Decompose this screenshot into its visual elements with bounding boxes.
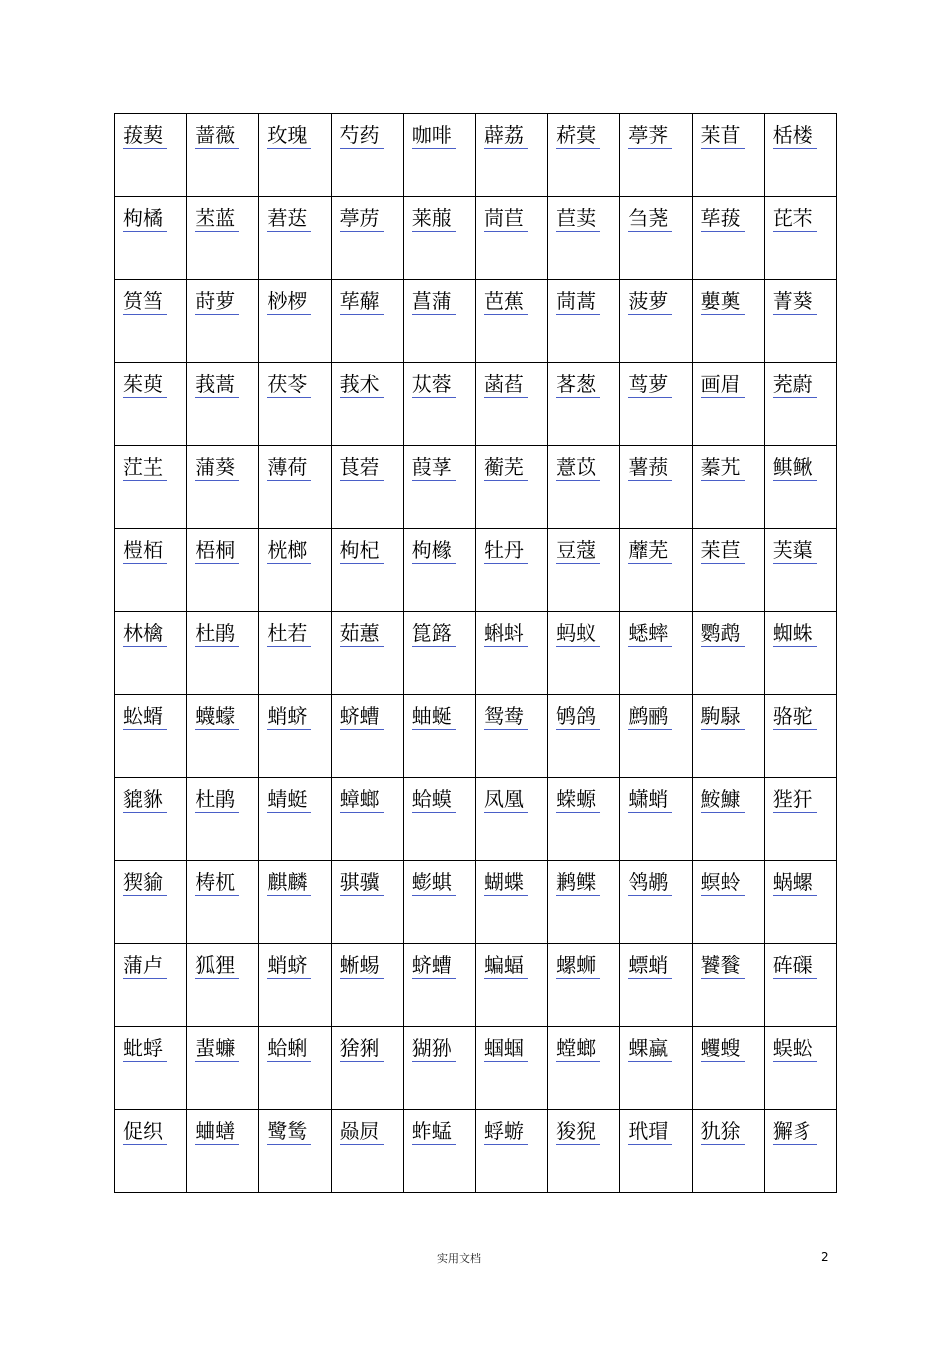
word-entry: 蛤蜊 bbox=[267, 1035, 311, 1062]
word-entry: 蟏蛸 bbox=[628, 786, 672, 813]
table-cell bbox=[764, 114, 836, 197]
word-entry: 蝈蝈 bbox=[484, 1035, 528, 1062]
table-cell bbox=[331, 695, 403, 778]
word-entry: 猢狲 bbox=[412, 1035, 456, 1062]
word-entry: 蝴蝶 bbox=[484, 869, 528, 896]
table-cell bbox=[187, 695, 259, 778]
word-entry: 饕餮 bbox=[701, 952, 745, 979]
word-entry: 茳芏 bbox=[123, 454, 167, 481]
table-cell bbox=[692, 1027, 764, 1110]
table-cell bbox=[115, 612, 187, 695]
table-cell bbox=[692, 944, 764, 1027]
table-cell bbox=[475, 695, 547, 778]
word-entry: 蟋蟀 bbox=[628, 620, 672, 647]
word-entry: 茑萝 bbox=[628, 371, 672, 398]
table-cell bbox=[331, 778, 403, 861]
word-entry: 蟛蜞 bbox=[412, 869, 456, 896]
word-entry: 薏苡 bbox=[556, 454, 600, 481]
table-cell bbox=[331, 1027, 403, 1110]
word-entry: 苤蓝 bbox=[195, 205, 239, 232]
table-cell bbox=[620, 861, 692, 944]
word-entry: 骐骥 bbox=[340, 869, 384, 896]
table-cell bbox=[764, 1027, 836, 1110]
table-row bbox=[115, 1110, 837, 1193]
table-row bbox=[115, 695, 837, 778]
word-entry: 蛴螬 bbox=[340, 703, 384, 730]
word-entry: 箟簬 bbox=[412, 620, 456, 647]
table-cell bbox=[548, 529, 620, 612]
table-cell bbox=[620, 944, 692, 1027]
word-entry: 蛤蟆 bbox=[412, 786, 456, 813]
table-cell bbox=[548, 944, 620, 1027]
word-entry: 蚱蜢 bbox=[412, 1118, 456, 1145]
word-entry: 桫椤 bbox=[267, 288, 311, 315]
table-cell bbox=[187, 197, 259, 280]
word-entry: 苿苣 bbox=[701, 537, 745, 564]
table-cell bbox=[259, 944, 331, 1027]
word-entry: 蘡薁 bbox=[701, 288, 745, 315]
table-cell bbox=[259, 861, 331, 944]
table-cell bbox=[620, 1110, 692, 1193]
word-entry: 菖蒲 bbox=[412, 288, 456, 315]
table-cell bbox=[620, 778, 692, 861]
table-cell bbox=[764, 446, 836, 529]
word-entry: 鸰鹕 bbox=[628, 869, 672, 896]
table-cell bbox=[331, 529, 403, 612]
word-entry: 梧桐 bbox=[195, 537, 239, 564]
word-entry: 蠼螋 bbox=[701, 1035, 745, 1062]
word-entry: 蛸蛴 bbox=[267, 952, 311, 979]
table-cell bbox=[548, 861, 620, 944]
table-row bbox=[115, 778, 837, 861]
table-cell bbox=[548, 363, 620, 446]
word-entry: 狴犴 bbox=[773, 786, 817, 813]
word-entry: 荜菝 bbox=[701, 205, 745, 232]
word-entry: 茛菪 bbox=[340, 454, 384, 481]
table-cell bbox=[259, 197, 331, 280]
table-row bbox=[115, 363, 837, 446]
word-entry: 蓁艽 bbox=[701, 454, 745, 481]
word-entry: 茼蒿 bbox=[556, 288, 600, 315]
word-entry: 促织 bbox=[123, 1118, 167, 1145]
table-cell bbox=[115, 1110, 187, 1193]
word-entry: 薄荷 bbox=[267, 454, 311, 481]
table-cell bbox=[115, 944, 187, 1027]
word-entry: 玳瑁 bbox=[628, 1118, 672, 1145]
table-cell bbox=[403, 197, 475, 280]
word-entry: 莪蒿 bbox=[195, 371, 239, 398]
table-cell bbox=[259, 114, 331, 197]
table-cell bbox=[548, 197, 620, 280]
table-cell bbox=[692, 778, 764, 861]
table-cell bbox=[259, 1027, 331, 1110]
table-cell bbox=[403, 446, 475, 529]
table-cell bbox=[475, 1027, 547, 1110]
table-cell bbox=[259, 446, 331, 529]
table-cell bbox=[764, 1110, 836, 1193]
word-entry: 蚰蜒 bbox=[412, 703, 456, 730]
word-entry: 鸲鸽 bbox=[556, 703, 600, 730]
table-cell bbox=[403, 363, 475, 446]
table-cell bbox=[403, 280, 475, 363]
table-cell bbox=[331, 363, 403, 446]
table-cell bbox=[187, 778, 259, 861]
word-entry: 鹣鲽 bbox=[556, 869, 600, 896]
table-cell bbox=[187, 612, 259, 695]
table-cell bbox=[403, 1027, 475, 1110]
table-cell bbox=[764, 529, 836, 612]
word-entry: 林檎 bbox=[123, 620, 167, 647]
word-entry: 螵蛸 bbox=[628, 952, 672, 979]
word-entry: 蚣蝑 bbox=[123, 703, 167, 730]
word-entry: 菡萏 bbox=[484, 371, 528, 398]
table-cell bbox=[764, 363, 836, 446]
table-row bbox=[115, 944, 837, 1027]
table-row bbox=[115, 446, 837, 529]
word-entry: 枸杞 bbox=[340, 537, 384, 564]
table-cell bbox=[620, 446, 692, 529]
table-cell bbox=[692, 446, 764, 529]
word-entry: 蜗螺 bbox=[773, 869, 817, 896]
word-entry: 杜鹃 bbox=[195, 620, 239, 647]
table-cell bbox=[764, 778, 836, 861]
word-entry: 薯蓣 bbox=[628, 454, 672, 481]
table-cell bbox=[403, 1110, 475, 1193]
word-entry: 画眉 bbox=[701, 371, 745, 398]
table-cell bbox=[548, 280, 620, 363]
word-entry: 菁葵 bbox=[773, 288, 817, 315]
word-entry: 枸橘 bbox=[123, 205, 167, 232]
table-cell bbox=[259, 529, 331, 612]
table-cell bbox=[548, 446, 620, 529]
table-cell bbox=[548, 1110, 620, 1193]
table-cell bbox=[620, 363, 692, 446]
table-row bbox=[115, 197, 837, 280]
word-entry: 蘅芜 bbox=[484, 454, 528, 481]
table-cell bbox=[331, 280, 403, 363]
word-entry: 貔貅 bbox=[123, 786, 167, 813]
word-entry: 葶荠 bbox=[628, 122, 672, 149]
table-cell bbox=[620, 695, 692, 778]
word-entry: 鹭鸶 bbox=[267, 1118, 311, 1145]
word-entry: 蘼芜 bbox=[628, 537, 672, 564]
word-entry: 蛐蟮 bbox=[195, 1118, 239, 1145]
table-cell bbox=[115, 1027, 187, 1110]
word-entry: 牡丹 bbox=[484, 537, 528, 564]
table-cell bbox=[403, 529, 475, 612]
word-entry: 螺蛳 bbox=[556, 952, 600, 979]
word-entry: 枸橼 bbox=[412, 537, 456, 564]
table-cell bbox=[475, 1110, 547, 1193]
word-table bbox=[114, 113, 837, 1193]
table-cell bbox=[548, 114, 620, 197]
table-cell bbox=[620, 114, 692, 197]
table-cell bbox=[764, 197, 836, 280]
word-entry: 茱萸 bbox=[123, 371, 167, 398]
table-cell bbox=[548, 612, 620, 695]
table-cell bbox=[115, 778, 187, 861]
word-entry: 鹦鹉 bbox=[701, 620, 745, 647]
table-cell bbox=[620, 1027, 692, 1110]
table-cell bbox=[764, 695, 836, 778]
table-cell bbox=[764, 861, 836, 944]
word-entry: 茹蕙 bbox=[340, 620, 384, 647]
table-cell bbox=[475, 778, 547, 861]
table-cell bbox=[115, 280, 187, 363]
table-cell bbox=[403, 695, 475, 778]
table-cell bbox=[620, 280, 692, 363]
word-entry: 桄榔 bbox=[267, 537, 311, 564]
table-cell bbox=[331, 612, 403, 695]
word-entry: 芍药 bbox=[340, 122, 384, 149]
table-cell bbox=[331, 197, 403, 280]
word-entry: 螳螂 bbox=[556, 1035, 600, 1062]
word-entry: 骆驼 bbox=[773, 703, 817, 730]
table-cell bbox=[620, 612, 692, 695]
table-cell bbox=[259, 363, 331, 446]
word-entry: 莱菔 bbox=[412, 205, 456, 232]
table-cell bbox=[692, 1110, 764, 1193]
word-entry: 菠萝 bbox=[628, 288, 672, 315]
word-entry: 獬豸 bbox=[773, 1118, 817, 1145]
word-entry: 蛴螬 bbox=[412, 952, 456, 979]
word-entry: 鮟鱇 bbox=[701, 786, 745, 813]
table-cell bbox=[115, 446, 187, 529]
word-entry: 赑屃 bbox=[340, 1118, 384, 1145]
word-entry: 荜薢 bbox=[340, 288, 384, 315]
word-entry: 筼筜 bbox=[123, 288, 167, 315]
word-entry: 蛸蛴 bbox=[267, 703, 311, 730]
table-cell bbox=[115, 197, 187, 280]
table-cell bbox=[692, 197, 764, 280]
table-cell bbox=[331, 944, 403, 1027]
word-entry: 豆蔻 bbox=[556, 537, 600, 564]
word-entry: 咖啡 bbox=[412, 122, 456, 149]
word-entry: 蜥蜴 bbox=[340, 952, 384, 979]
table-cell bbox=[331, 114, 403, 197]
table-cell bbox=[187, 861, 259, 944]
word-entry: 鸳鸯 bbox=[484, 703, 528, 730]
word-entry: 犰狳 bbox=[701, 1118, 745, 1145]
word-entry: 鹧鹂 bbox=[628, 703, 672, 730]
word-entry: 芙蕖 bbox=[773, 537, 817, 564]
word-entry: 杜若 bbox=[267, 620, 311, 647]
table-cell bbox=[692, 612, 764, 695]
word-entry: 薜荔 bbox=[484, 122, 528, 149]
word-entry: 芭蕉 bbox=[484, 288, 528, 315]
word-entry: 蝌蚪 bbox=[484, 620, 528, 647]
table-cell bbox=[403, 114, 475, 197]
footer-label: 实用文档 bbox=[437, 1252, 481, 1265]
table-cell bbox=[475, 612, 547, 695]
table-row bbox=[115, 1027, 837, 1110]
word-entry: 狐狸 bbox=[195, 952, 239, 979]
table-cell bbox=[115, 861, 187, 944]
word-entry: 梼杌 bbox=[195, 869, 239, 896]
table-cell bbox=[115, 529, 187, 612]
word-entry: 玫瑰 bbox=[267, 122, 311, 149]
table-cell bbox=[620, 529, 692, 612]
table-cell bbox=[259, 778, 331, 861]
table-row bbox=[115, 861, 837, 944]
word-entry: 蜈蚣 bbox=[773, 1035, 817, 1062]
word-entry: 苁蓉 bbox=[412, 371, 456, 398]
word-entry: 茖葱 bbox=[556, 371, 600, 398]
table-cell bbox=[475, 861, 547, 944]
table-cell bbox=[187, 446, 259, 529]
table-cell bbox=[764, 944, 836, 1027]
table-cell bbox=[692, 280, 764, 363]
table-cell bbox=[548, 778, 620, 861]
table-cell bbox=[331, 446, 403, 529]
word-entry: 茯苓 bbox=[267, 371, 311, 398]
table-cell bbox=[403, 861, 475, 944]
word-entry: 猰貐 bbox=[123, 869, 167, 896]
word-entry: 蔷薇 bbox=[195, 122, 239, 149]
word-entry: 鲯鳅 bbox=[773, 454, 817, 481]
word-entry: 蜘蛛 bbox=[773, 620, 817, 647]
table-row bbox=[115, 114, 837, 197]
word-entry: 蚂蚁 bbox=[556, 620, 600, 647]
table-cell bbox=[764, 280, 836, 363]
table-cell bbox=[692, 529, 764, 612]
table-cell bbox=[475, 446, 547, 529]
table-row bbox=[115, 529, 837, 612]
word-entry: 蚍蜉 bbox=[123, 1035, 167, 1062]
word-table-body bbox=[115, 114, 837, 1193]
table-cell bbox=[475, 529, 547, 612]
table-cell bbox=[259, 695, 331, 778]
table-cell bbox=[259, 1110, 331, 1193]
word-entry: 芘芣 bbox=[773, 205, 817, 232]
table-cell bbox=[259, 280, 331, 363]
table-cell bbox=[403, 612, 475, 695]
word-entry: 駒騄 bbox=[701, 703, 745, 730]
word-entry: 蜻蜓 bbox=[267, 786, 311, 813]
word-entry: 砗磲 bbox=[773, 952, 817, 979]
word-entry: 葶苈 bbox=[340, 205, 384, 232]
table-cell bbox=[259, 612, 331, 695]
table-cell bbox=[692, 861, 764, 944]
word-entry: 菝葜 bbox=[123, 122, 167, 149]
word-entry: 麒麟 bbox=[267, 869, 311, 896]
word-entry: 莪术 bbox=[340, 371, 384, 398]
word-entry: 茼苣 bbox=[484, 205, 528, 232]
table-cell bbox=[548, 695, 620, 778]
word-entry: 猞猁 bbox=[340, 1035, 384, 1062]
table-cell bbox=[115, 695, 187, 778]
table-cell bbox=[115, 114, 187, 197]
table-row bbox=[115, 612, 837, 695]
table-cell bbox=[331, 1110, 403, 1193]
table-cell bbox=[475, 114, 547, 197]
table-cell bbox=[187, 529, 259, 612]
table-cell bbox=[403, 778, 475, 861]
word-entry: 杜鹃 bbox=[195, 786, 239, 813]
table-row bbox=[115, 280, 837, 363]
word-entry: 菥蓂 bbox=[556, 122, 600, 149]
word-entry: 茺蔚 bbox=[773, 371, 817, 398]
word-entry: 莳萝 bbox=[195, 288, 239, 315]
table-cell bbox=[475, 944, 547, 1027]
word-entry: 苣荬 bbox=[556, 205, 600, 232]
word-entry: 栝楼 bbox=[773, 122, 817, 149]
table-cell bbox=[331, 861, 403, 944]
word-entry: 蒲葵 bbox=[195, 454, 239, 481]
word-entry: 榿栢 bbox=[123, 537, 167, 564]
page-number: 2 bbox=[821, 1250, 829, 1264]
table-cell bbox=[187, 280, 259, 363]
word-entry: 蟑螂 bbox=[340, 786, 384, 813]
word-entry: 蝙蝠 bbox=[484, 952, 528, 979]
table-cell bbox=[475, 197, 547, 280]
word-entry: 蠛蠓 bbox=[195, 703, 239, 730]
table-cell bbox=[620, 197, 692, 280]
word-entry: 螟蛉 bbox=[701, 869, 745, 896]
table-cell bbox=[187, 1110, 259, 1193]
word-entry: 蒲卢 bbox=[123, 952, 167, 979]
word-entry: 莙荙 bbox=[267, 205, 311, 232]
word-entry: 蜚蠊 bbox=[195, 1035, 239, 1062]
table-cell bbox=[187, 363, 259, 446]
table-cell bbox=[187, 114, 259, 197]
word-entry: 蝾螈 bbox=[556, 786, 600, 813]
table-cell bbox=[115, 363, 187, 446]
table-cell bbox=[475, 280, 547, 363]
word-entry: 刍荛 bbox=[628, 205, 672, 232]
word-entry: 蜉蝣 bbox=[484, 1118, 528, 1145]
table-cell bbox=[475, 363, 547, 446]
table-cell bbox=[187, 1027, 259, 1110]
table-cell bbox=[692, 114, 764, 197]
table-cell bbox=[692, 363, 764, 446]
word-entry: 苿苜 bbox=[701, 122, 745, 149]
table-cell bbox=[764, 612, 836, 695]
word-entry: 蜾蠃 bbox=[628, 1035, 672, 1062]
table-cell bbox=[692, 695, 764, 778]
table-cell bbox=[548, 1027, 620, 1110]
table-cell bbox=[187, 944, 259, 1027]
table-cell bbox=[403, 944, 475, 1027]
word-entry: 凤凰 bbox=[484, 786, 528, 813]
word-entry: 狻猊 bbox=[556, 1118, 600, 1145]
word-entry: 葭莩 bbox=[412, 454, 456, 481]
